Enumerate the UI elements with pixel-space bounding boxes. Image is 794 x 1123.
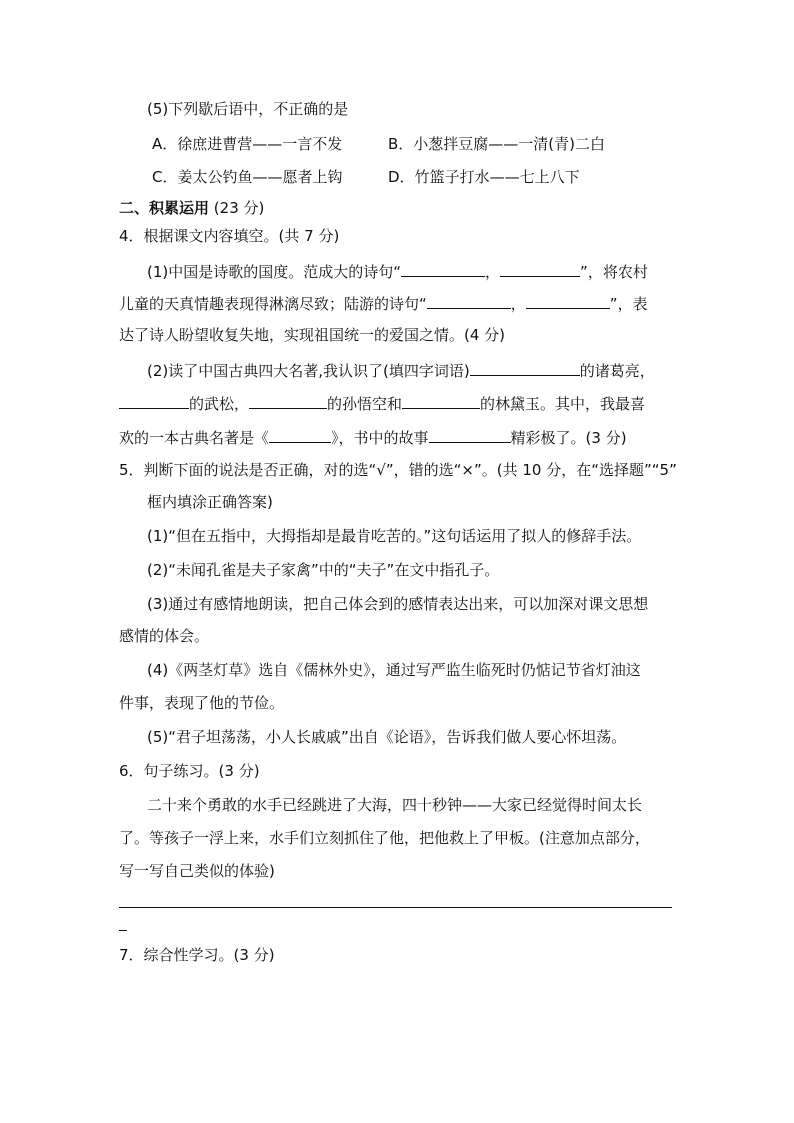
- section-title: 二、积累运用: [119, 199, 210, 217]
- blank-lin-daiyu[interactable]: [402, 392, 480, 409]
- q4-p2-text-d: 的孙悟空和: [327, 395, 403, 413]
- q4-p2-text-g: 》，书中的故事: [331, 429, 429, 447]
- blank-poem-4[interactable]: [526, 292, 610, 309]
- q4-p1-text-a: (1)中国是诗歌的国度。范成大的诗句“: [147, 263, 402, 281]
- option-c[interactable]: [152, 167, 343, 187]
- q4-p1-line2: [119, 292, 648, 314]
- answer-line[interactable]: [119, 907, 672, 908]
- blank-poem-2[interactable]: [500, 260, 580, 277]
- q4-p2-text-f: 欢的一本古典名著是《: [119, 429, 270, 447]
- option-d-text: 竹篮子打水——七上八下: [414, 168, 580, 186]
- q4-p2-text-c: 的武松，: [189, 395, 250, 413]
- q5-item-2: (2)“未闻孔雀是夫子家禽”中的“夫子”在文中指孔子。: [147, 561, 500, 579]
- q4-p1-text-c: 儿童的天真情趣表现得淋漓尽致；陆游的诗句“: [119, 295, 427, 313]
- q5-item-4: (4)《两茎灯草》选自《儒林外史》，通过写严监生临死时仍惦记节省灯油这: [147, 661, 641, 679]
- q6-line-1: 二十来个勇敢的水手已经跳进了大海，四十秒钟——大家已经觉得时间太长: [147, 796, 643, 814]
- question-5-title-cont: 框内填涂正确答案): [147, 493, 273, 511]
- question-6-title: 6．句子练习。(3 分): [119, 762, 260, 780]
- q4-p2-line1: [147, 359, 655, 381]
- section-heading: [119, 198, 264, 218]
- question-5-prev-label: (5)下列歇后语中，不正确的是: [147, 100, 349, 118]
- q5-item-4-cont: 件事，表现了他的节俭。: [119, 694, 285, 712]
- option-a-text: 徐庶进曹营——一言不发: [177, 135, 343, 153]
- q5-item-3: (3)通过有感情地朗读，把自己体会到的感情表达出来，可以加深对课文思想: [147, 595, 649, 613]
- option-c-text: 姜太公钓鱼——愿者上钩: [177, 168, 343, 186]
- blank-poem-3[interactable]: [427, 292, 511, 309]
- section-score: (23 分): [213, 199, 265, 217]
- q4-p2-text-b: 的诸葛亮，: [579, 362, 655, 380]
- option-b[interactable]: [388, 134, 605, 154]
- option-a[interactable]: [152, 134, 342, 154]
- q4-p2-text-a: (2)读了中国古典四大名著,我认识了(填四字词语): [147, 362, 470, 380]
- blank-story[interactable]: [429, 426, 511, 443]
- q4-p1-line3: 达了诗人盼望收复失地，实现祖国统一的爱国之情。(4 分): [119, 326, 506, 344]
- question-7-title: 7．综合性学习。(3 分): [119, 946, 275, 964]
- q4-p2-text-e: 的林黛玉。其中，我最喜: [480, 395, 646, 413]
- q4-p2-text-h: 精彩极了。(3 分): [510, 429, 627, 447]
- question-5-title: 5．判断下面的说法是否正确，对的选“√”，错的选“×”。(共 10 分，在“选择题”“5”: [119, 461, 677, 479]
- q4-p1-comma1: ，: [485, 263, 501, 281]
- question-4-title: 4．根据课文内容填空。(共 7 分): [119, 227, 340, 245]
- option-b-letter: B．: [388, 135, 414, 153]
- q4-p2-line2: [119, 392, 645, 414]
- option-d-letter: D．: [388, 168, 415, 186]
- q6-line-2: 了。等孩子一浮上来，水手们立刻抓住了他，把他救上了甲板。(注意加点部分，: [119, 829, 650, 847]
- blank-wu-song[interactable]: [119, 392, 189, 409]
- q4-p1-text-b: ”，将农村: [580, 263, 648, 281]
- blank-sun-wukong[interactable]: [249, 392, 327, 409]
- q4-p1-comma2: ，: [510, 295, 526, 313]
- blank-poem-1[interactable]: [401, 260, 485, 277]
- option-c-letter: C．: [152, 168, 178, 186]
- blank-book-title[interactable]: [269, 426, 331, 443]
- q4-p1-text-d: ”，表: [609, 295, 648, 313]
- q4-p2-line3: [119, 426, 627, 448]
- option-a-letter: A．: [152, 135, 178, 153]
- blank-zhuge-liang[interactable]: [470, 359, 580, 376]
- q6-line-3: 写一写自己类似的体验): [119, 862, 275, 880]
- option-b-text: 小葱拌豆腐——一清(青)二白: [413, 135, 606, 153]
- q5-item-1: (1)“但在五指中，大拇指却是最肯吃苦的。”这句话运用了拟人的修辞手法。: [147, 527, 642, 545]
- option-d[interactable]: [388, 167, 580, 187]
- q4-p1-line1: [147, 260, 648, 282]
- q5-item-5: (5)“君子坦荡荡，小人长戚戚”出自《论语》，告诉我们做人要心怀坦荡。: [147, 728, 627, 746]
- answer-line-stub: [119, 930, 127, 931]
- q5-item-3-cont: 感情的体会。: [119, 627, 210, 645]
